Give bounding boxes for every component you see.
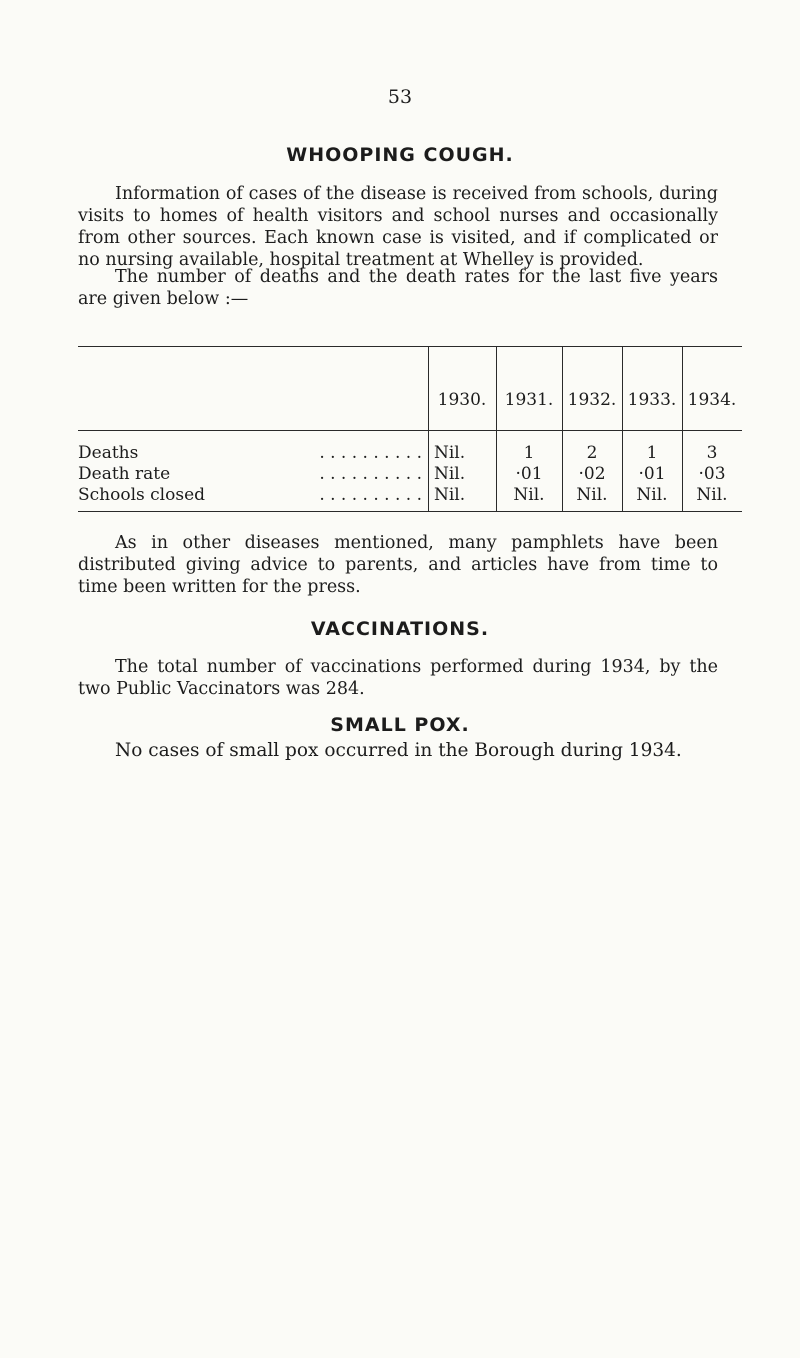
small-pox-paragraph: No cases of small pox occurred in the Borough during 1934. — [115, 740, 682, 761]
table-row-label: Deaths — [78, 443, 139, 463]
table-cell: 2 — [586, 443, 598, 463]
vaccinations-heading: VACCINATIONS. — [310, 618, 490, 640]
table-cell: Nil. — [636, 485, 668, 505]
table-cell: Nil. — [576, 485, 608, 505]
pamphlets-paragraph: As in other diseases mentioned, many pamphlets have been distributed giving advice to parents, and articles have from time to time been written for the press. — [78, 533, 718, 597]
table-cell: 1 — [523, 443, 535, 463]
table-cell: Nil. — [434, 464, 466, 484]
table-cell: ·03 — [698, 464, 726, 484]
year-header-1934: 1934. — [687, 390, 737, 410]
table-cell: Nil. — [696, 485, 728, 505]
deaths-table — [78, 346, 742, 512]
year-header-1932: 1932. — [567, 390, 617, 410]
dot-leader: . . . . . . . . . . — [319, 443, 422, 463]
table-cell: ·02 — [578, 464, 606, 484]
table-row-label: Schools closed — [78, 485, 206, 505]
whooping-cough-heading: WHOOPING COUGH. — [286, 144, 514, 166]
table-cell: ·01 — [515, 464, 543, 484]
year-header-1931: 1931. — [504, 390, 554, 410]
year-header-1933: 1933. — [627, 390, 677, 410]
table-cell: Nil. — [434, 443, 466, 463]
year-header-1930: 1930. — [437, 390, 487, 410]
table-cell: 3 — [706, 443, 718, 463]
table-row-label: Death rate — [78, 464, 171, 484]
dot-leader: . . . . . . . . . . — [319, 485, 422, 505]
small-pox-heading: SMALL POX. — [330, 714, 470, 736]
dot-leader: . . . . . . . . . . — [319, 464, 422, 484]
table-cell: Nil. — [513, 485, 545, 505]
whooping-cough-intro-paragraph: Information of cases of the disease is received from schools, during visits to homes of health visitors and school nurses and occasionally from other sources. Each known case is visited, and if complicated or no nursing available, hospital treatment at Whelley is provided. — [78, 184, 718, 270]
table-cell: Nil. — [434, 485, 466, 505]
table-cell: 1 — [646, 443, 658, 463]
page-number: 53 — [387, 86, 413, 108]
vaccinations-paragraph: The total number of vaccinations performed during 1934, by the two Public Vaccinators was 284. — [78, 657, 718, 699]
deaths-intro-paragraph: The number of deaths and the death rates for the last five years are given below :— — [78, 267, 718, 309]
table-cell: ·01 — [638, 464, 666, 484]
